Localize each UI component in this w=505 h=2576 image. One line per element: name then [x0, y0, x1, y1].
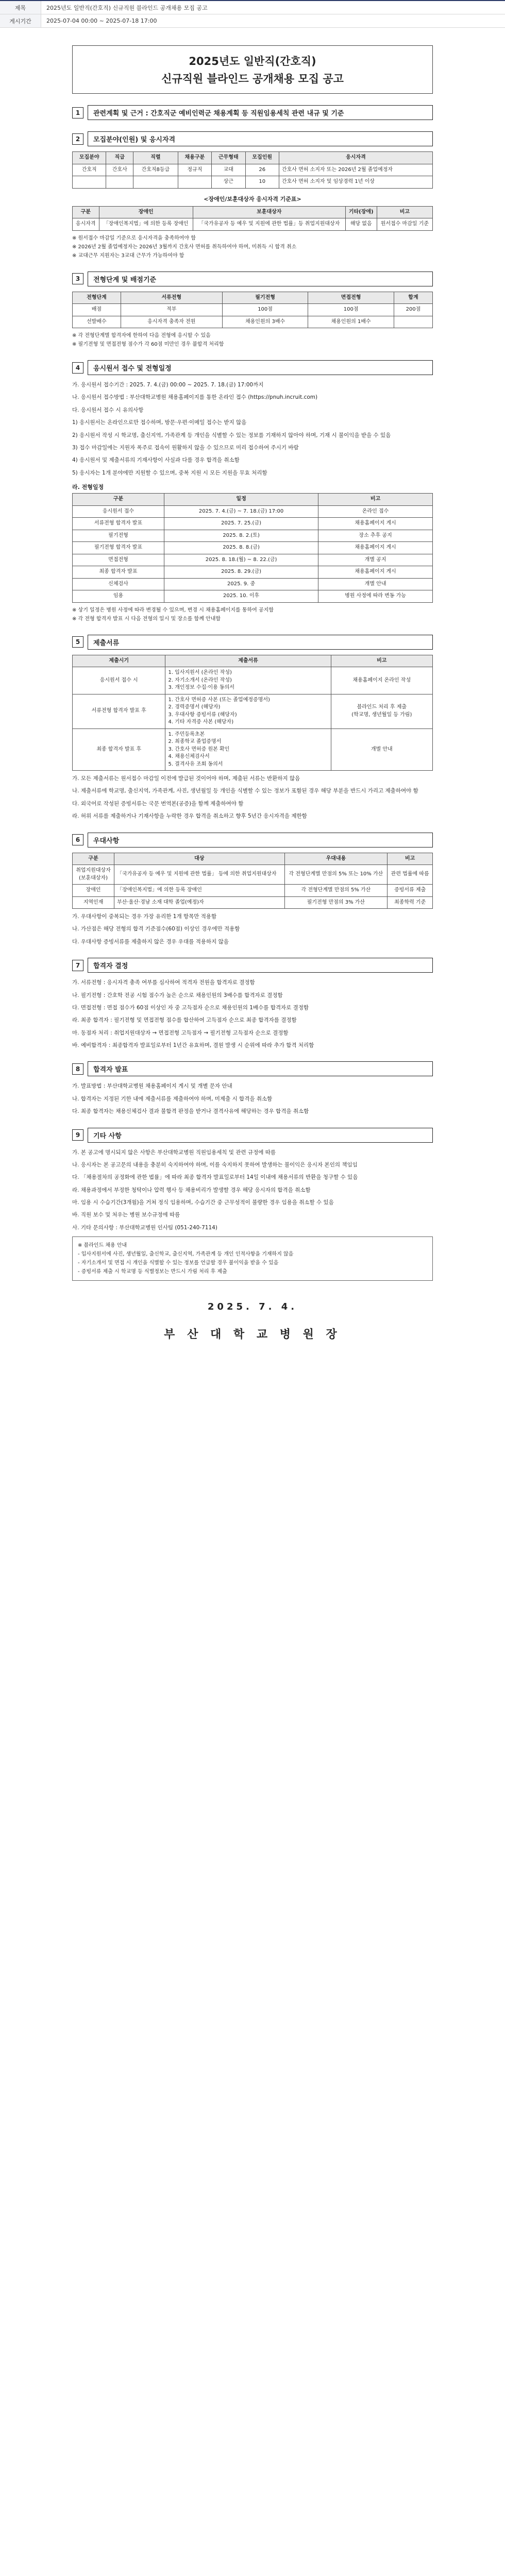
table-cell: 「국가유공자 등 예우 및 지원에 관한 법률」 등에 의한 취업지원대상자 [114, 865, 284, 885]
documents-table [72, 655, 433, 771]
section-title: 제출서류 [88, 635, 433, 650]
section-title: 모집분야(인원) 및 응시자격 [88, 131, 433, 146]
table-cell: 200점 [394, 304, 432, 316]
table-cell: 응시자격 충족자 전원 [121, 316, 222, 328]
table-header-cell: 모집인원 [245, 152, 279, 164]
paragraph: 가. 서류전형 : 응시자격 충족 여부를 심사하여 적격자 전원을 합격자로 결정함 [72, 979, 255, 986]
table-cell: 블라인드 처리 후 제출 (학교명, 생년월일 등 가림) [331, 694, 432, 728]
table-row [73, 518, 433, 530]
table-cell: 2025. 10. 이후 [164, 590, 318, 603]
table-header-cell: 비고 [331, 655, 432, 667]
table-cell: 100점 [222, 304, 308, 316]
paragraph: 사. 기타 문의사항 : 부산대학교병원 인사팀 (051-240-7114) [72, 1224, 217, 1231]
section-number: 1 [72, 107, 83, 118]
paragraph: ※ 필기전형 및 면접전형 점수가 각 60점 미만인 경우 불합격 처리함 [72, 342, 224, 347]
paragraph: ※ 2026년 2월 졸업예정자는 2026년 3월까지 간호사 면허를 취득하여야 하며, 미취득 시 합격 취소 [72, 244, 297, 250]
table-row [73, 554, 433, 566]
table-cell: 2025. 8. 29.(금) [164, 566, 318, 579]
paragraph: 라. 최종 합격자 : 필기전형 및 면접전형 점수를 합산하여 고득점자 순으로 최종 합격자를 결정함 [72, 1017, 297, 1024]
schedule-title: 라. 전형일정 [72, 484, 104, 490]
table-row [73, 176, 433, 189]
paragraph: 가. 본 공고에 명시되지 않은 사항은 부산대학교병원 직원임용세칙 및 관련 규정에 따름 [72, 1149, 276, 1156]
paragraph: 다. 면접전형 : 면접 점수가 60점 이상인 자 중 고득점자 순으로 채용인원의 1배수를 합격자로 결정함 [72, 1004, 309, 1011]
table-cell: 부산·울산·경남 소재 대학 졸업(예정)자 [114, 896, 284, 909]
table-cell: 필기전형 [73, 530, 164, 542]
meta-title-value: 2025년도 일반직(간호직) 신규직원 블라인드 공개채용 모집 공고 [46, 4, 208, 11]
table-header-cell: 기타(장애) [345, 206, 377, 218]
table-cell: 「장애인복지법」에 의한 등록 장애인 [99, 218, 193, 231]
meta-period-row [0, 14, 505, 28]
table-cell: 장소 추후 공지 [318, 530, 433, 542]
table-cell: 필기전형 만점의 3% 가산 [284, 896, 388, 909]
table-row [73, 530, 433, 542]
section-number: 8 [72, 1063, 83, 1075]
table-row [73, 164, 433, 176]
table-cell: 채용홈페이지 온라인 작성 [331, 667, 432, 694]
section-7 [72, 958, 433, 1050]
section-5 [72, 635, 433, 821]
table-cell: 선발배수 [73, 316, 121, 328]
meta-period-label: 게시기간 [0, 14, 41, 27]
table-cell: 2025. 8. 8.(금) [164, 542, 318, 554]
screening-table [72, 292, 433, 329]
table-cell: 채용인원의 1배수 [308, 316, 394, 328]
table-cell: 개별 안내 [331, 728, 432, 771]
document-footer [72, 1301, 433, 1342]
table-header-cell: 직급 [106, 152, 133, 164]
qualification-note-title: <장애인/보훈대상자 응시자격 기준표> [204, 195, 301, 202]
table-cell: 채용홈페이지 게시 [318, 542, 433, 554]
table-header-cell: 보훈대상자 [193, 206, 345, 218]
announcement-paragraphs [72, 1081, 433, 1116]
paragraph: 바. 직원 보수 및 처우는 병원 보수규정에 따름 [72, 1212, 180, 1218]
table-header-cell: 구분 [73, 494, 164, 506]
paragraph: 나. 합격자는 지정된 기한 내에 제출서류를 제출하여야 하며, 미제출 시 합격을 취소함 [72, 1095, 273, 1102]
paragraph: ※ 블라인드 채용 안내 [78, 1243, 127, 1249]
section-3 [72, 272, 433, 349]
section-number: 5 [72, 636, 83, 648]
meta-title-row [0, 1, 505, 14]
table-header-cell: 직렬 [133, 152, 178, 164]
table-cell: 채용홈페이지 게시 [318, 566, 433, 579]
table-cell: 간호사 면허 소지자 및 임상경력 1년 이상 [279, 176, 432, 189]
table-cell: 응시원서 접수 [73, 505, 164, 518]
paragraph: 가. 응시원서 접수기간 : 2025. 7. 4.(금) 00:00 ~ 2025. 7. 18.(금) 17:00까지 [72, 382, 264, 388]
table-cell: 필기전형 합격자 발표 [73, 542, 164, 554]
section-number: 2 [72, 133, 83, 145]
paragraph: ※ 상기 일정은 병원 사정에 따라 변경될 수 있으며, 변경 시 채용홈페이지를 통하여 공지함 [72, 607, 274, 613]
other-paragraphs [72, 1148, 433, 1233]
paragraph: - 입사지원서에 사진, 생년월일, 출신학교, 출신지역, 가족관계 등 개인 인적사항을 기재하지 않음 [78, 1251, 294, 1258]
table-cell: 서류전형 합격자 발표 [73, 518, 164, 530]
documents-paragraphs [72, 774, 433, 821]
preference-table [72, 853, 433, 909]
paragraph: 나. 필기전형 : 간호학 전공 시험 점수가 높은 순으로 채용인원의 3배수를 합격자로 결정함 [72, 992, 283, 998]
section-1 [72, 105, 433, 120]
section-2 [72, 131, 433, 260]
section-8 [72, 1061, 433, 1116]
paragraph: 가. 발표방법 : 부산대학교병원 채용홈페이지 게시 및 개별 문자 안내 [72, 1083, 232, 1090]
section-number: 6 [72, 834, 83, 845]
section-title: 합격자 발표 [88, 1061, 433, 1076]
paragraph: 나. 응시원서 접수방법 : 부산대학교병원 채용홈페이지를 통한 온라인 접수 (https://pnuh.incruit.com) [72, 394, 318, 401]
paragraph: 나. 응시자는 본 공고문의 내용을 충분히 숙지하여야 하며, 이를 숙지하지 못하여 발생하는 불이익은 응시자 본인의 책임임 [72, 1161, 358, 1168]
table-cell: 채용인원의 3배수 [222, 316, 308, 328]
table-cell: 간호사 [106, 164, 133, 176]
table-header-cell: 비고 [318, 494, 433, 506]
paragraph: 나. 가산점은 해당 전형의 합격 기준점수(60점) 이상인 경우에만 적용함 [72, 926, 240, 933]
table-cell: 「국가유공자 등 예우 및 지원에 관한 법률」등 취업지원대상자 [193, 218, 345, 231]
table-cell: 상근 [212, 176, 245, 189]
table-cell: 1. 입사지원서 (온라인 작성) 2. 자기소개서 (온라인 작성) 3. 개인정보 수집·이용 동의서 [165, 667, 331, 694]
paragraph: 가. 모든 제출서류는 원서접수 마감일 이전에 발급된 것이어야 하며, 제출된 서류는 반환하지 않음 [72, 775, 300, 782]
table-cell: 지역인재 [73, 896, 114, 909]
preference-paragraphs [72, 912, 433, 946]
schedule-notes [72, 606, 433, 623]
section-number: 4 [72, 362, 83, 374]
paragraph: 마. 동점자 처리 : 취업지원대상자 → 면접전형 고득점자 → 필기전형 고득점자 순으로 결정함 [72, 1029, 289, 1036]
recruitment-notes [72, 234, 433, 260]
meta-period-value: 2025-07-04 00:00 ~ 2025-07-18 17:00 [46, 18, 157, 24]
table-header-cell: 합계 [394, 292, 432, 304]
table-cell: 면접전형 [73, 554, 164, 566]
table-cell: 2025. 8. 2.(토) [164, 530, 318, 542]
table-cell: 2025. 7. 25.(금) [164, 518, 318, 530]
section-title: 응시원서 접수 및 전형일정 [88, 360, 433, 375]
section-title: 우대사항 [88, 833, 433, 848]
table-cell: 1. 간호사 면허증 사본 (또는 졸업예정증명서) 2. 경력증명서 (해당자) 3. 우대사항 증빙서류 (해당자) 4. 기타 자격증 사본 (해당자) [165, 694, 331, 728]
table-cell: 최종학력 기준 [388, 896, 433, 909]
table-cell: 간호직8등급 [133, 164, 178, 176]
screening-notes [72, 331, 433, 349]
paragraph: 다. 「채용절차의 공정화에 관한 법률」에 따라 최종 합격자 발표일로부터 14일 이내에 채용서류의 반환을 청구할 수 있음 [72, 1174, 358, 1181]
table-cell: 온라인 접수 [318, 505, 433, 518]
table-header-cell: 제출서류 [165, 655, 331, 667]
table-cell: 서류전형 합격자 발표 후 [73, 694, 165, 728]
table-row [73, 728, 433, 771]
table-cell: 취업지원대상자 (보훈대상자) [73, 865, 114, 885]
table-cell: 응시자격 [73, 218, 99, 231]
table-cell: 최종 합격자 발표 [73, 566, 164, 579]
paragraph: 3) 접수 마감일에는 지원자 폭주로 접속이 원활하지 않을 수 있으므로 미리 접수하여 주시기 바람 [72, 444, 299, 451]
table-cell: 10 [245, 176, 279, 189]
application-paragraphs [72, 380, 433, 478]
table-cell: 「장애인복지법」에 의한 등록 장애인 [114, 885, 284, 897]
document-title-line1: 2025년도 일반직(간호직) [189, 55, 316, 67]
table-cell: 개별 공지 [318, 554, 433, 566]
document-title-line2: 신규직원 블라인드 공개채용 모집 공고 [161, 73, 344, 85]
paragraph: 다. 외국어로 작성된 증빙서류는 국문 번역본(공증)을 함께 제출하여야 함 [72, 800, 244, 807]
table-cell: 1. 주민등록초본 2. 최종학교 졸업증명서 3. 간호사 면허증 원본 확인 4. 채용신체검사서 5. 결격사유 조회 동의서 [165, 728, 331, 771]
section-title: 관련계획 및 근거 : 간호직군 예비인력군 채용계획 등 직원임용세칙 관련 내규 및 기준 [88, 105, 433, 120]
table-header-cell: 구분 [73, 206, 99, 218]
decision-paragraphs [72, 978, 433, 1050]
paragraph: 4) 응시원서 및 제출서류의 기재사항이 사실과 다를 경우 합격을 취소함 [72, 457, 240, 464]
table-cell [133, 176, 178, 189]
paragraph: 1) 응시원서는 온라인으로만 접수하며, 방문·우편·이메일 접수는 받지 않음 [72, 419, 247, 426]
table-row [73, 304, 433, 316]
paragraph: 나. 제출서류에 학교명, 출신지역, 가족관계, 사진, 생년월일 등 개인을 식별할 수 있는 정보가 포함된 경우 해당 부분을 반드시 가리고 제출하여야 함 [72, 788, 418, 794]
table-header-cell: 모집분야 [73, 152, 106, 164]
table-header-cell: 우대내용 [284, 853, 388, 865]
paragraph: ※ 각 전형단계별 합격자에 한하여 다음 전형에 응시할 수 있음 [72, 333, 211, 338]
table-row [73, 896, 433, 909]
table-header-cell: 구분 [73, 853, 114, 865]
table-cell: 배점 [73, 304, 121, 316]
table-row [73, 865, 433, 885]
announcement-date: 2025. 7. 4. [207, 1301, 298, 1313]
table-row [73, 316, 433, 328]
table-row [73, 218, 433, 231]
paragraph: 라. 허위 서류를 제출하거나 기재사항을 누락한 경우 합격을 취소하고 향후 5년간 응시자격을 제한함 [72, 813, 307, 820]
table-cell: 원서접수 마감일 기준 [377, 218, 432, 231]
paragraph: - 증빙서류 제출 시 학교명 등 식별정보는 반드시 가림 처리 후 제출 [78, 1269, 227, 1275]
meta-title-label: 제목 [0, 1, 41, 14]
section-number: 7 [72, 960, 83, 971]
paragraph: ※ 각 전형 합격자 발표 시 다음 전형의 일시 및 장소를 함께 안내함 [72, 616, 221, 622]
table-cell: 임용 [73, 590, 164, 603]
table-header-cell: 대상 [114, 853, 284, 865]
table-header-cell: 필기전형 [222, 292, 308, 304]
paragraph: 바. 예비합격자 : 최종합격자 발표일로부터 1년간 유효하며, 결원 발생 시 순위에 따라 추가 합격 처리함 [72, 1042, 314, 1048]
table-row [73, 885, 433, 897]
table-cell: 교대 [212, 164, 245, 176]
table-cell: 각 전형단계별 만점의 5% 또는 10% 가산 [284, 865, 388, 885]
table-header-cell: 일정 [164, 494, 318, 506]
table-header-cell: 전형단계 [73, 292, 121, 304]
table-cell: 2025. 8. 18.(월) ~ 8. 22.(금) [164, 554, 318, 566]
paragraph: 5) 응시자는 1개 분야에만 지원할 수 있으며, 중복 지원 시 모든 지원을 무효 처리함 [72, 469, 267, 476]
paragraph: ※ 교대근무 지원자는 3교대 근무가 가능하여야 함 [72, 252, 184, 259]
table-cell: 해당 없음 [345, 218, 377, 231]
document-title-box [72, 45, 433, 94]
table-row [73, 542, 433, 554]
table-cell: 100점 [308, 304, 394, 316]
table-row [73, 505, 433, 518]
table-header-cell: 근무형태 [212, 152, 245, 164]
blind-recruitment-box [72, 1236, 433, 1281]
table-cell: 각 전형단계별 만점의 5% 가산 [284, 885, 388, 897]
section-4 [72, 360, 433, 623]
table-row [73, 590, 433, 603]
table-cell: 정규직 [178, 164, 211, 176]
section-number: 3 [72, 273, 83, 284]
paragraph: 다. 최종 합격자는 채용신체검사 결과 불합격 판정을 받거나 결격사유에 해당하는 경우 합격을 취소함 [72, 1108, 309, 1115]
schedule-table [72, 493, 433, 603]
table-cell: 장애인 [73, 885, 114, 897]
paragraph: ※ 원서접수 마감일 기준으로 응시자격을 충족하여야 함 [72, 235, 196, 241]
table-cell [178, 176, 211, 189]
table-header-cell: 제출시기 [73, 655, 165, 667]
section-title: 전형단계 및 배점기준 [88, 272, 433, 286]
table-cell: 2025. 7. 4.(금) ~ 7. 18.(금) 17:00 [164, 505, 318, 518]
table-cell [73, 176, 106, 189]
table-header-cell: 비고 [388, 853, 433, 865]
paragraph: 다. 우대사항 증빙서류를 제출하지 않은 경우 우대를 적용하지 않음 [72, 938, 229, 945]
table-row [73, 566, 433, 579]
table-cell: 관련 법률에 따름 [388, 865, 433, 885]
table-cell: 병원 사정에 따라 변동 가능 [318, 590, 433, 603]
table-header-cell: 채용구분 [178, 152, 211, 164]
recruitment-table [72, 151, 433, 189]
table-cell: 2025. 9. 중 [164, 578, 318, 590]
table-cell: 응시원서 접수 시 [73, 667, 165, 694]
table-cell: 신체검사 [73, 578, 164, 590]
table-header-cell: 면접전형 [308, 292, 394, 304]
table-cell: 26 [245, 164, 279, 176]
section-9 [72, 1128, 433, 1281]
table-cell [394, 316, 432, 328]
section-number: 9 [72, 1129, 83, 1141]
paragraph: 마. 임용 시 수습기간(3개월)을 거쳐 정식 임용하며, 수습기간 중 근무성적이 불량한 경우 임용을 취소할 수 있음 [72, 1199, 334, 1206]
section-6 [72, 833, 433, 947]
table-cell: 채용홈페이지 게시 [318, 518, 433, 530]
table-cell: 개별 안내 [318, 578, 433, 590]
table-cell: 간호직 [73, 164, 106, 176]
table-cell: 최종 합격자 발표 후 [73, 728, 165, 771]
paragraph: 다. 응시원서 접수 시 유의사항 [72, 406, 144, 413]
paragraph: 2) 응시원서 작성 시 학교명, 출신지역, 가족관계 등 개인을 식별할 수 있는 정보를 기재하지 않아야 하며, 기재 시 불이익을 받을 수 있음 [72, 432, 391, 438]
organization-name: 부 산 대 학 교 병 원 장 [164, 1328, 341, 1342]
table-row [73, 667, 433, 694]
table-header-cell: 서류전형 [121, 292, 222, 304]
section-title: 합격자 결정 [88, 958, 433, 973]
qualification-table [72, 206, 433, 231]
table-cell: 간호사 면허 소지자 또는 2026년 2월 졸업예정자 [279, 164, 432, 176]
paragraph: - 자기소개서 및 면접 시 개인을 식별할 수 있는 정보를 언급할 경우 불이익을 받을 수 있음 [78, 1260, 279, 1266]
table-cell: 적부 [121, 304, 222, 316]
table-row [73, 694, 433, 728]
table-row [73, 578, 433, 590]
paragraph: 가. 우대사항이 중복되는 경우 가장 유리한 1개 항목만 적용함 [72, 913, 217, 920]
table-header-cell: 비고 [377, 206, 432, 218]
table-header-cell: 응시자격 [279, 152, 432, 164]
table-cell [106, 176, 133, 189]
paragraph: 라. 채용과정에서 부정한 청탁이나 압력 행사 등 채용비리가 발생할 경우 해당 응시자의 합격을 취소함 [72, 1187, 311, 1193]
table-cell: 증빙서류 제출 [388, 885, 433, 897]
announcement-document [72, 33, 433, 2576]
table-header-cell: 장애인 [99, 206, 193, 218]
post-meta [0, 0, 505, 28]
section-title: 기타 사항 [88, 1128, 433, 1143]
